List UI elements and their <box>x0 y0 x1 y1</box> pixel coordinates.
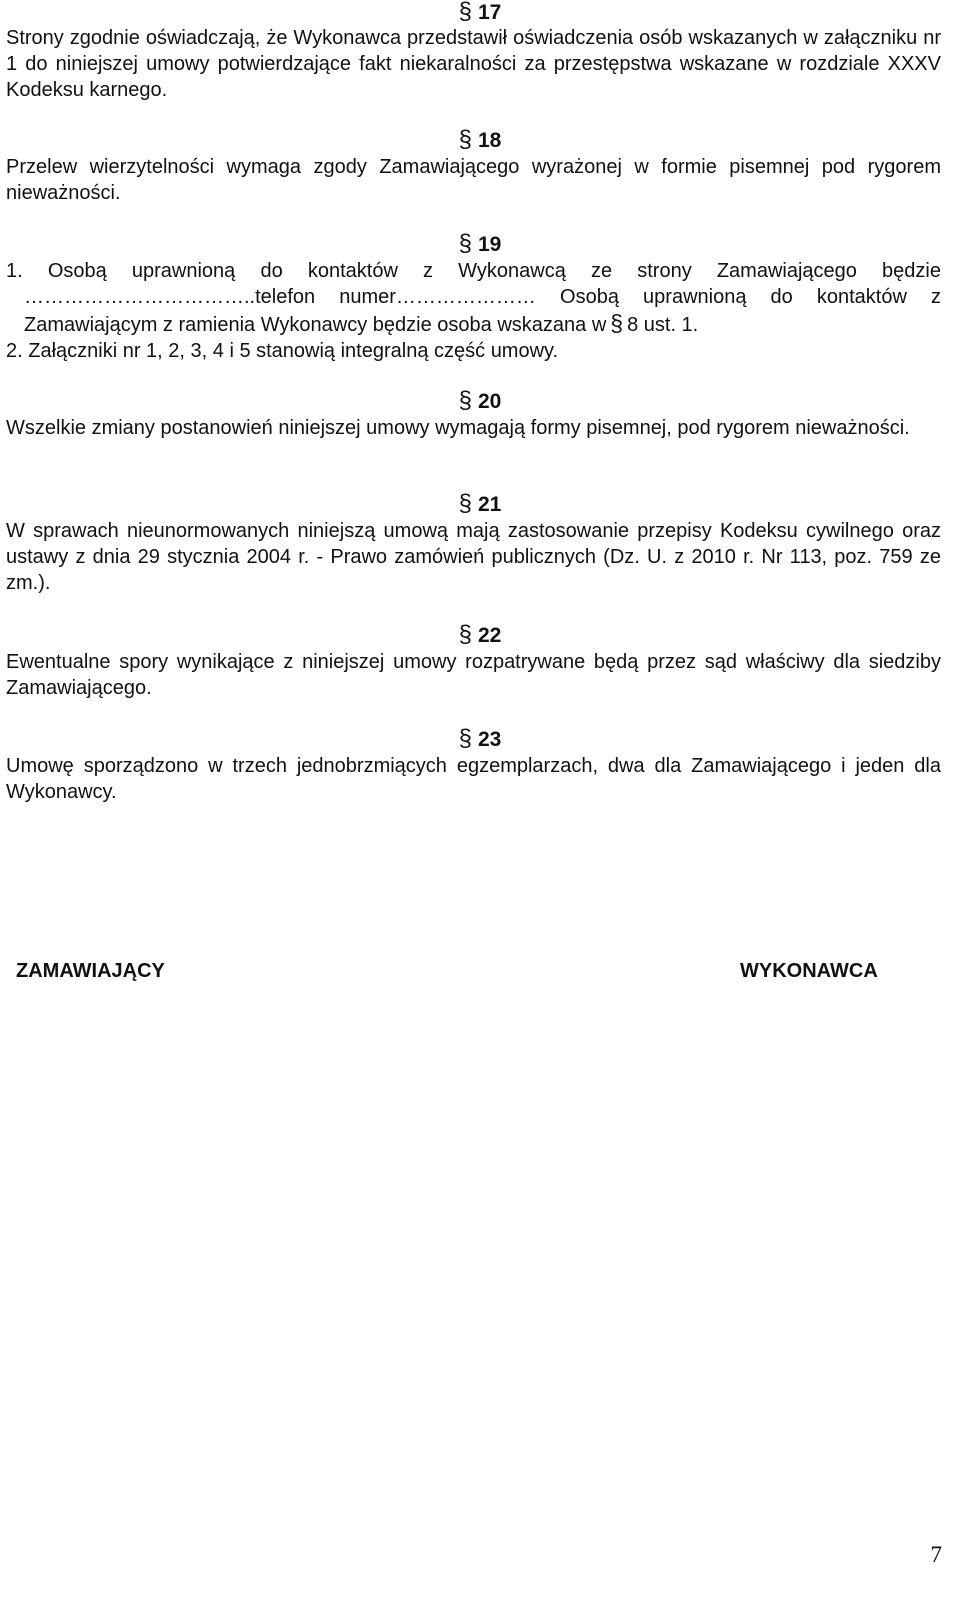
section-number: 19 <box>478 233 502 256</box>
section-sign: § <box>458 126 472 153</box>
section-19-point-1-text: 1. Osobą uprawnioną do kontaktów z Wykonawcą ze strony Zamawiającego będzie ……………………………..telefon numer………………… Osobą uprawnioną do kontaktów z Zamawiającym z ramienia Wykonawcy będzie osoba wskazana w <box>6 260 941 336</box>
section-sign: § <box>458 490 472 517</box>
section-sign: § <box>458 0 472 25</box>
section-19-body <box>6 258 941 364</box>
section-21-text: W sprawach nieunormowanych niniejszą umową mają zastosowanie przepisy Kodeksu cywilnego oraz ustawy z dnia 29 stycznia 2004 r. - Prawo zamówień publicznych (Dz. U. z 2010 r. Nr 113, poz. 759 ze zm.). <box>6 520 941 594</box>
section-23-text: Umowę sporządzono w trzech jednobrzmiących egzemplarzach, dwa dla Zamawiającego i jeden dla Wykonawcy. <box>6 755 941 803</box>
section-18-text: Przelew wierzytelności wymaga zgody Zamawiającego wyrażonej w formie pisemnej pod rygorem nieważności. <box>6 156 941 204</box>
signature-label-wykonawca: WYKONAWCA <box>740 960 878 982</box>
section-number: 17 <box>478 1 502 24</box>
section-heading-22 <box>0 623 960 648</box>
section-sign: § <box>458 725 472 752</box>
section-19-point-2: 2. Załączniki nr 1, 2, 3, 4 i 5 stanowią integralną część umowy. <box>6 340 559 362</box>
section-20-text: Wszelkie zmiany postanowień niniejszej umowy wymagają formy pisemnej, pod rygorem nieważności. <box>6 417 910 439</box>
section-sign: § <box>458 387 472 414</box>
section-heading-19 <box>0 232 960 257</box>
section-heading-21 <box>0 492 960 517</box>
section-number: 23 <box>478 728 502 751</box>
section-19-point-1-ref: 8 ust. 1. <box>627 314 699 336</box>
section-sign: § <box>458 230 472 257</box>
section-sign: § <box>610 310 624 336</box>
section-heading-17 <box>0 0 960 25</box>
section-sign: § <box>458 621 472 648</box>
section-number: 18 <box>478 129 502 152</box>
section-number: 21 <box>478 493 502 516</box>
page-number: 7 <box>930 1542 942 1567</box>
section-heading-18 <box>0 128 960 153</box>
section-22-text: Ewentualne spory wynikające z niniejszej umowy rozpatrywane będą przez sąd właściwy dla siedziby Zamawiającego. <box>6 651 941 699</box>
section-number: 20 <box>478 390 502 413</box>
section-heading-20 <box>0 389 960 414</box>
section-heading-23 <box>0 727 960 752</box>
section-19-point-1 <box>6 258 941 338</box>
signature-label-zamawiajacy: ZAMAWIAJĄCY <box>16 960 165 982</box>
section-number: 22 <box>478 624 502 647</box>
section-17-text: Strony zgodnie oświadczają, że Wykonawca przedstawił oświadczenia osób wskazanych w załączniku nr 1 do niniejszej umowy potwierdzające fakt niekaralności za przestępstwa wskazane w rozdziale XXXV Kodeksu karnego. <box>6 27 941 101</box>
